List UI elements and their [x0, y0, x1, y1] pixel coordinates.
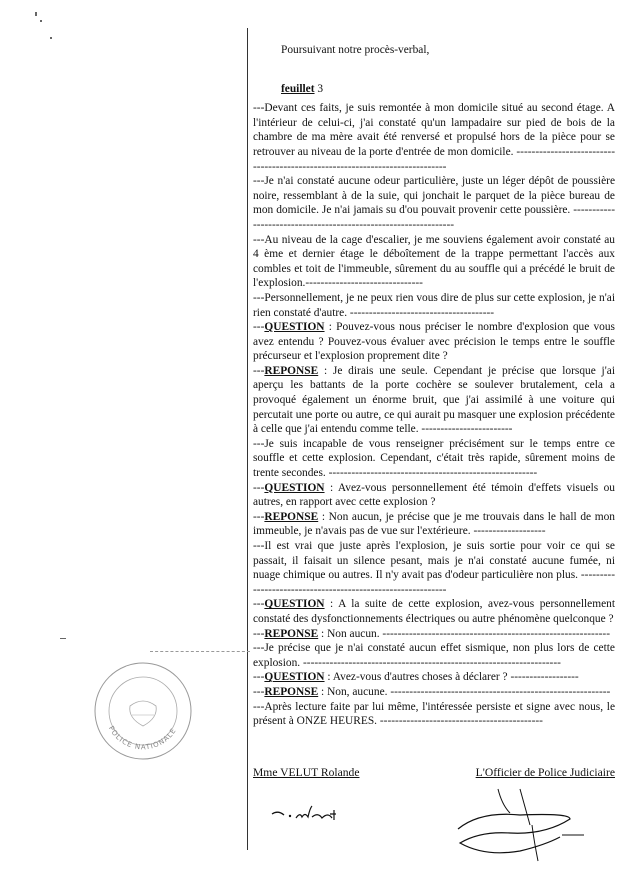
paragraph-text: ---	[253, 510, 265, 523]
paragraph-text: ---Après lecture faite par lui même, l'intéressée persiste et signe avec nous, le présent à ONZE HEURES. -------------------------------------------	[253, 700, 615, 728]
paragraph-text: ---	[253, 685, 265, 698]
intro-line: Poursuivant notre procès-verbal,	[281, 44, 430, 56]
svg-text:POLICE NATIONALE: POLICE NATIONALE	[106, 724, 178, 752]
answer-label: REPONSE	[264, 685, 319, 698]
paragraph-text: : Non, aucune. ----------------------------------------------------------	[318, 685, 611, 698]
paragraph-text: : Non aucun. ------------------------------------------------------------	[318, 627, 611, 640]
paragraph-text: ---Je n'ai constaté aucune odeur particulière, juste un léger dépôt de poussière noire, ressemblant à de la suie, qui jonchait le parquet de la pièce bureau de mon domicile. Je n'ai jamais su d'ou pouvait provenir cette poussière. ----------------------------------------------------------------	[253, 175, 615, 231]
statement-paragraph	[253, 597, 615, 626]
margin-rule	[247, 28, 248, 850]
statement-paragraph	[253, 291, 615, 320]
paragraph-text: ---Il est vrai que juste après l'explosion, je suis sortie pour voir ce qui se passait, il faisait un silence pesant, mais je n'ai constaté aucune fumée, ni nuage chimique ou autres. Il n'y avait pas d'odeur particulière non plus. ------------------------------------------------------------	[253, 540, 615, 596]
question-label: QUESTION	[264, 598, 325, 611]
scan-speck	[50, 37, 52, 39]
statement-paragraph	[253, 539, 615, 597]
statement-paragraph	[253, 320, 615, 364]
paragraph-text: ---	[253, 598, 265, 611]
sheet-label	[253, 82, 615, 97]
signature-row	[253, 766, 615, 779]
paragraph-text: : Avez-vous d'autres choses à déclarer ? ------------------	[324, 671, 579, 684]
statement-paragraph	[253, 685, 615, 700]
sheet-number: 3	[317, 82, 324, 95]
answer-label: REPONSE	[264, 510, 319, 523]
statement-body	[253, 101, 615, 729]
stamp-dash-line	[150, 651, 250, 652]
witness-name: Mme VELUT Rolande	[253, 766, 360, 779]
statement-paragraph	[253, 627, 615, 642]
paragraph-text: : Non aucun, je précise que je me trouvais dans le hall de mon immeuble, je n'avais pas de vue sur l'extérieure. -------------------	[253, 510, 615, 538]
question-label: QUESTION	[264, 671, 325, 684]
officer-signature	[450, 785, 600, 865]
answer-label: REPONSE	[264, 627, 319, 640]
paragraph-text: ---Au niveau de la cage d'escalier, je me souviens également avoir constaté au 4 ème et dernier étage le déboîtement de la trappe permettant l'accès aux combles et toit de l'immeuble, sûrement du au souffle qui a précédé le bruit de l'explosion.-------------------------------	[253, 233, 615, 290]
statement-paragraph	[253, 481, 615, 510]
statement-paragraph	[253, 437, 615, 481]
police-stamp	[92, 660, 194, 762]
statement-paragraph	[253, 101, 615, 174]
answer-label: REPONSE	[264, 364, 319, 377]
paragraph-text: ---	[253, 321, 265, 334]
paragraph-text: ---Je précise que je n'ai constaté aucun effet sismique, non plus lors de cette explosion. --------------------------------------------------------------------	[253, 642, 615, 669]
officer-title: L'Officier de Police Judiciaire	[475, 766, 615, 779]
paragraph-text: : Je dirais une seule. Cependant je précise que lorsque j'ai aperçu les battants de la porte cochère se soulever brutalement, cela a provoqué également un énorme bruit, que j'ai assimilé à une voiture qui percutait une porte ou autre, ce qui aurait pu masquer une explosion précédente à celle que j'ai entendu comme telle. ------------------------	[253, 364, 615, 436]
paragraph-text: ---	[253, 627, 265, 640]
paragraph-text: : Pouvez-vous nous préciser le nombre d'explosion que vous avez entendu ? Pouvez-vous évaluer avec précision le temps entre le souffle précurseur et l'explosion proprement dite ?	[253, 321, 615, 363]
scan-speck	[60, 638, 66, 639]
scan-speck	[40, 20, 42, 22]
witness-signature	[270, 800, 360, 830]
statement-paragraph	[253, 670, 615, 685]
question-label: QUESTION	[264, 481, 325, 494]
scan-speck	[35, 12, 37, 16]
statement-paragraph	[253, 174, 615, 232]
paragraph-text: ---Je suis incapable de vous renseigner précisément sur le temps entre ce souffle et cette explosion. Cependant, c'était très rapide, sûrement moins de trente secondes. -------------------------------------------------------	[253, 437, 615, 480]
question-label: QUESTION	[264, 321, 325, 334]
sheet-word: feuillet	[281, 82, 315, 95]
statement-paragraph	[253, 700, 615, 729]
paragraph-text: ---	[253, 481, 265, 494]
statement-paragraph	[253, 641, 615, 670]
proces-verbal-sheet	[253, 43, 615, 729]
paragraph-text: : A la suite de cette explosion, avez-vous personnellement constaté des dysfonctionnements électriques ou autre phénomène quelconque ?	[253, 598, 615, 625]
paragraph-text: ---Devant ces faits, je suis remontée à mon domicile situé au second étage. A l'intérieur de celui-ci, j'ai constaté qu'un lampadaire sur pied de bois de la chambre de ma mère avait été renversé et propulsé hors de la pièce pour se retrouver au niveau de la porte d'entrée de mon domicile. -----------------------------------------------------------------------------	[253, 102, 615, 173]
paragraph-text: ---	[253, 364, 265, 377]
paragraph-text: ---	[253, 671, 265, 684]
statement-paragraph	[253, 510, 615, 539]
statement-paragraph	[253, 233, 615, 291]
statement-paragraph	[253, 364, 615, 437]
paragraph-text: ---Personnellement, je ne peux rien vous dire de plus sur cette explosion, je n'ai rien constaté d'autre. --------------------------------------	[253, 291, 615, 319]
paragraph-text: : Avez-vous personnellement été témoin d'effets visuels ou autres, en rapport avec cette explosion ?	[253, 481, 615, 509]
